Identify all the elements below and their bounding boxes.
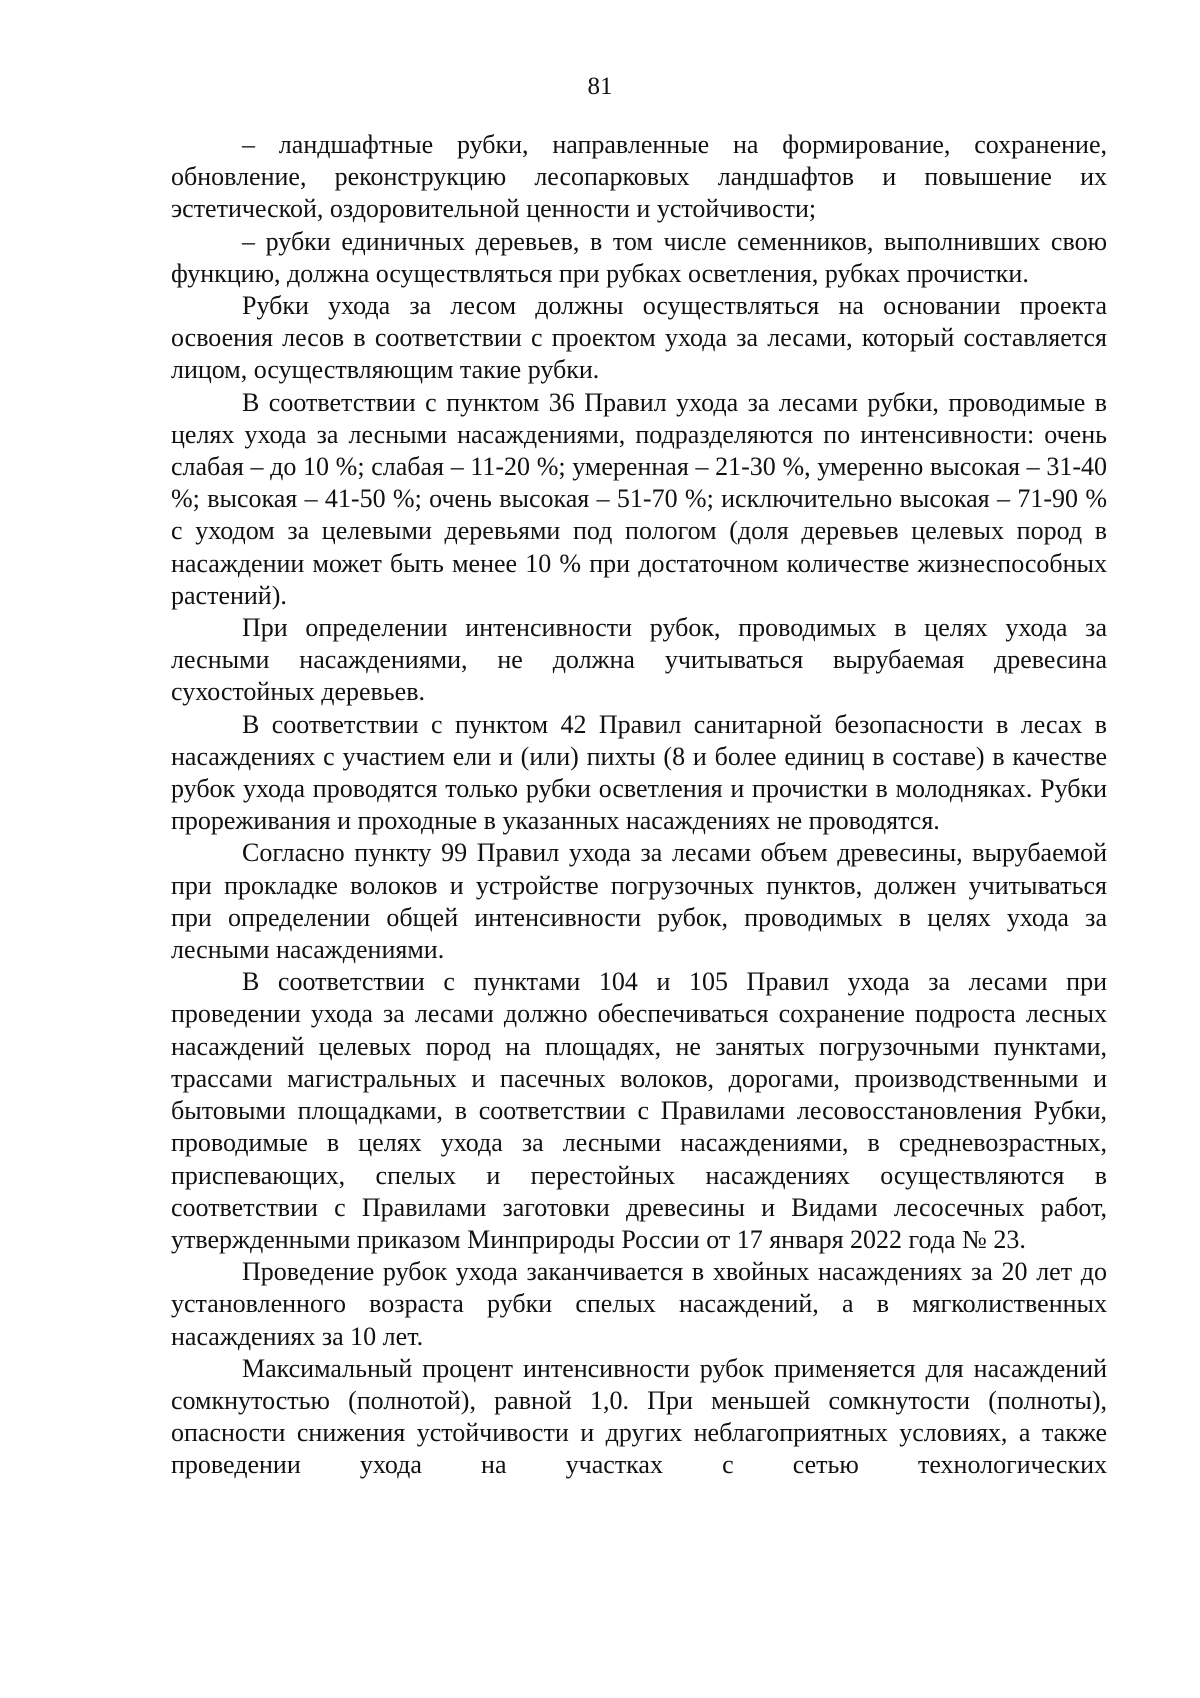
paragraph-landscape-cuttings: – ландшафтные рубки, направленные на формирование, сохранение, обновление, реконструкцию лесопарковых ландшафтов и повышение их эстетической, оздоровительной ценности и устойчивости; [171, 130, 1107, 224]
paragraph-intensity-classes: В соответствии с пунктом 36 Правил ухода за лесами рубки, проводимые в целях ухода за лесными насаждениями, подразделяются по интенсивности: очень слабая – до 10 %; слабая – 11-20 %; умеренная – 21-30 %, умеренно высокая – 31-40 %; высокая – 41-50 %; очень высокая – 51-70 %; исключительно высокая – 71-90 % с уходом за целевыми деревьями под пологом (доля деревьев целевых пород в насаждении может быть менее 10 % при достаточном количестве жизнеспособных растений). [171, 387, 1107, 610]
paragraph-maximum-intensity: Максимальный процент интенсивности рубок применяется для насаждений сомкнутостью (полнотой), равной 1,0. При меньшей сомкнутости (полноты), опасности снижения устойчивости и других неблагоприятных условиях, а также проведении ухода на участках с сетью технологических [171, 1353, 1107, 1480]
paragraph-spruce-fir-stands: В соответствии с пунктом 42 Правил санитарной безопасности в лесах в насаждениях с участием ели и (или) пихты (8 и более единиц в составе) в качестве рубок ухода проводятся только рубки осветления и прочистки в молодняках. Рубки прореживания и проходные в указанных насаждениях не проводятся. [171, 709, 1107, 836]
paragraph-undergrowth-preservation: В соответствии с пунктами 104 и 105 Правил ухода за лесами при проведении ухода за лесами должно обеспечиваться сохранение подроста лесных насаждений целевых пород на площадях, не занятых погрузочными пунктами, трассами магистральных и пасечных волоков, дорогами, производственными и бытовыми площадками, в соответствии с Правилами лесовосстановления Рубки, проводимые в целях ухода за лесными насаждениями, в средневозрастных, приспевающих, спелых и перестойных насаждениях осуществляются в соответствии с Правилами заготовки древесины и Видами лесосечных работ, утвержденными приказом Минприроды России от 17 января 2022 года № 23. [171, 967, 1107, 1254]
paragraph-intensity-determination: При определении интенсивности рубок, проводимых в целях ухода за лесными насаждениями, не должна учитываться вырубаемая древесина сухостойных деревьев. [171, 613, 1107, 707]
paragraph-single-tree-cuttings: – рубки единичных деревьев, в том числе семенников, выполнивших свою функцию, должна осуществляться при рубках осветления, рубках прочистки. [171, 226, 1107, 288]
paragraph-cuttings-completion: Проведение рубок ухода заканчивается в хвойных насаждениях за 20 лет до установленного возраста рубки спелых насаждений, а в мягколиственных насаждениях за 10 лет. [171, 1257, 1107, 1351]
paragraph-skid-trails-volume: Согласно пункту 99 Правил ухода за лесами объем древесины, вырубаемой при прокладке волоков и устройстве погрузочных пунктов, должен учитываться при определении общей интенсивности рубок, проводимых в целях ухода за лесными насаждениями. [171, 838, 1107, 965]
page-number: 81 [587, 73, 613, 100]
paragraph-care-cuttings-project: Рубки ухода за лесом должны осуществляться на основании проекта освоения лесов в соответствии с проектом ухода за лесами, который составляется лицом, осуществляющим такие рубки. [171, 291, 1107, 385]
document-body [171, 129, 1107, 1482]
